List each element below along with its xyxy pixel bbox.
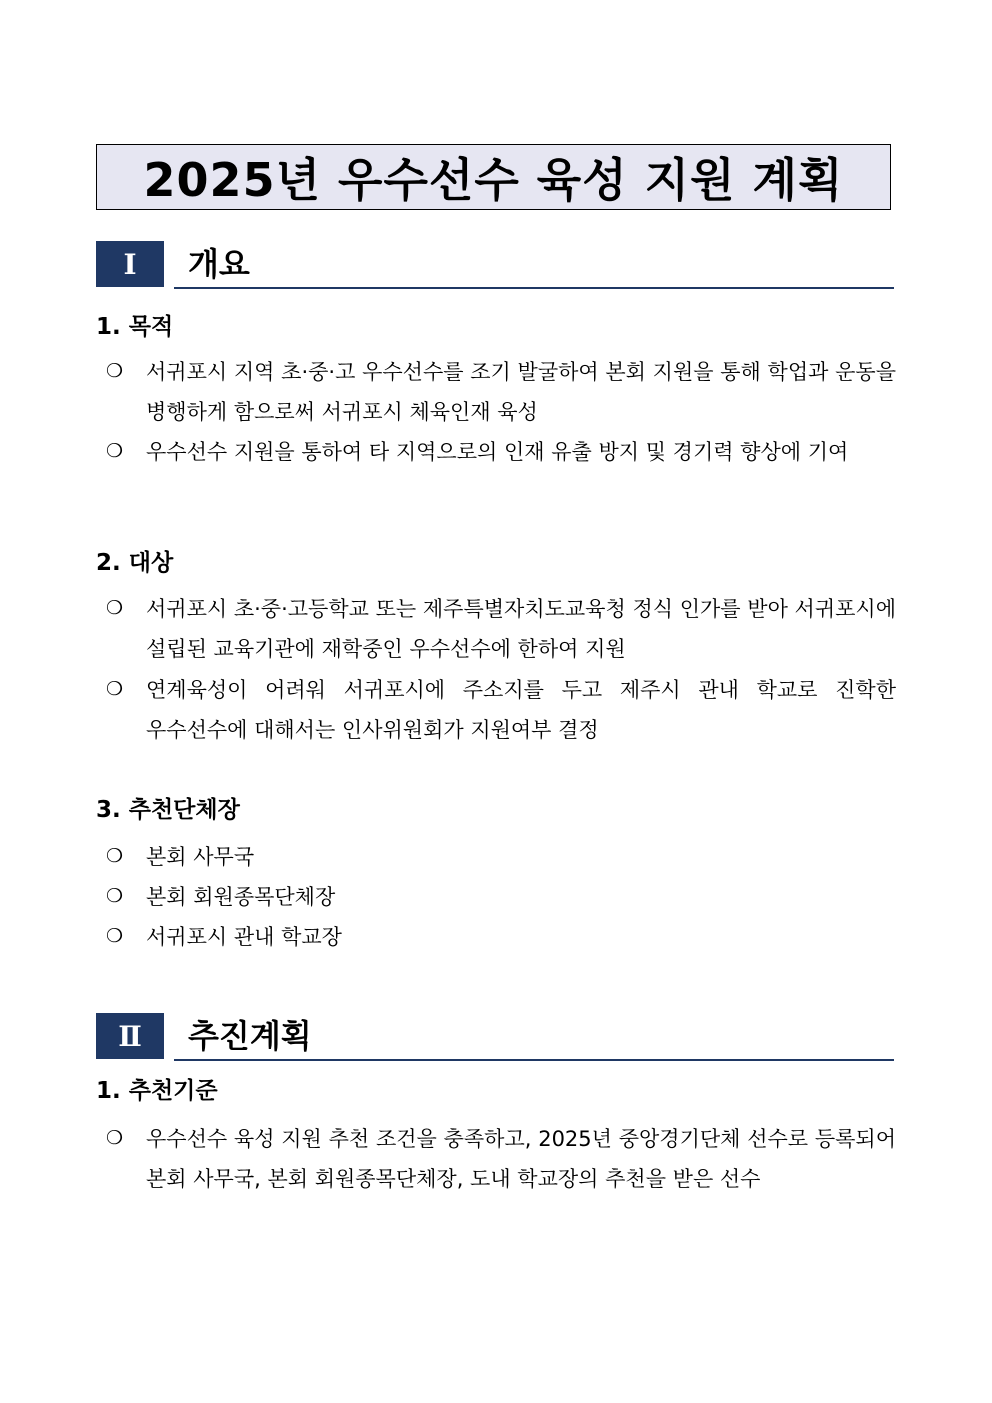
subsection-heading-criteria: 1. 추천기준 <box>96 1078 218 1104</box>
bullet-circle-icon: ❍ <box>106 885 124 907</box>
list-item-text: 서귀포시 초·중·고등학교 또는 제주특별자치도교육청 정식 인가를 받아 서귀포시에 설립된 교육기관에 재학중인 우수선수에 한하여 지원 <box>146 597 896 661</box>
bullet-circle-icon: ❍ <box>106 845 124 867</box>
section-divider <box>174 1059 894 1061</box>
list-item-text: 연계육성이 어려워 서귀포시에 주소지를 두고 제주시 관내 학교로 진학한 우수선수에 대해서는 인사위원회가 지원여부 결정 <box>146 678 896 742</box>
list-item-text: 우수선수 육성 지원 추천 조건을 충족하고, 2025년 중앙경기단체 선수로 등록되어 본회 사무국, 본회 회원종목단체장, 도내 학교장의 추천을 받은 선수 <box>146 1127 896 1191</box>
section-header-overview <box>96 241 894 287</box>
bullet-circle-icon: ❍ <box>106 678 124 700</box>
section-title: 추진계획 <box>188 1017 312 1055</box>
list-item-text: 본회 회원종목단체장 <box>146 885 336 909</box>
section-header-plan <box>96 1013 894 1059</box>
bullet-circle-icon: ❍ <box>106 360 124 382</box>
subsection-heading-purpose: 1. 목적 <box>96 314 174 340</box>
list-item-text: 서귀포시 관내 학교장 <box>146 925 342 949</box>
section-title: 개요 <box>188 245 250 283</box>
document-title: 2025년 우수선수 육성 지원 계획 <box>143 153 844 207</box>
bullet-circle-icon: ❍ <box>106 1127 124 1149</box>
section-number-badge: Ⅱ <box>96 1013 164 1059</box>
subsection-heading-recommenders: 3. 추천단체장 <box>96 797 240 823</box>
bullet-circle-icon: ❍ <box>106 597 124 619</box>
section-divider <box>174 287 894 289</box>
subsection-heading-target: 2. 대상 <box>96 550 174 576</box>
section-number-badge: Ⅰ <box>96 241 164 287</box>
bullet-circle-icon: ❍ <box>106 925 124 947</box>
list-item-text: 우수선수 지원을 통하여 타 지역으로의 인재 유출 방지 및 경기력 향상에 기여 <box>146 440 849 464</box>
document-title-box <box>96 144 891 210</box>
list-item-text: 서귀포시 지역 초·중·고 우수선수를 조기 발굴하여 본회 지원을 통해 학업과 운동을 병행하게 함으로써 서귀포시 체육인재 육성 <box>146 360 896 424</box>
list-item-text: 본회 사무국 <box>146 845 255 869</box>
bullet-circle-icon: ❍ <box>106 440 124 462</box>
